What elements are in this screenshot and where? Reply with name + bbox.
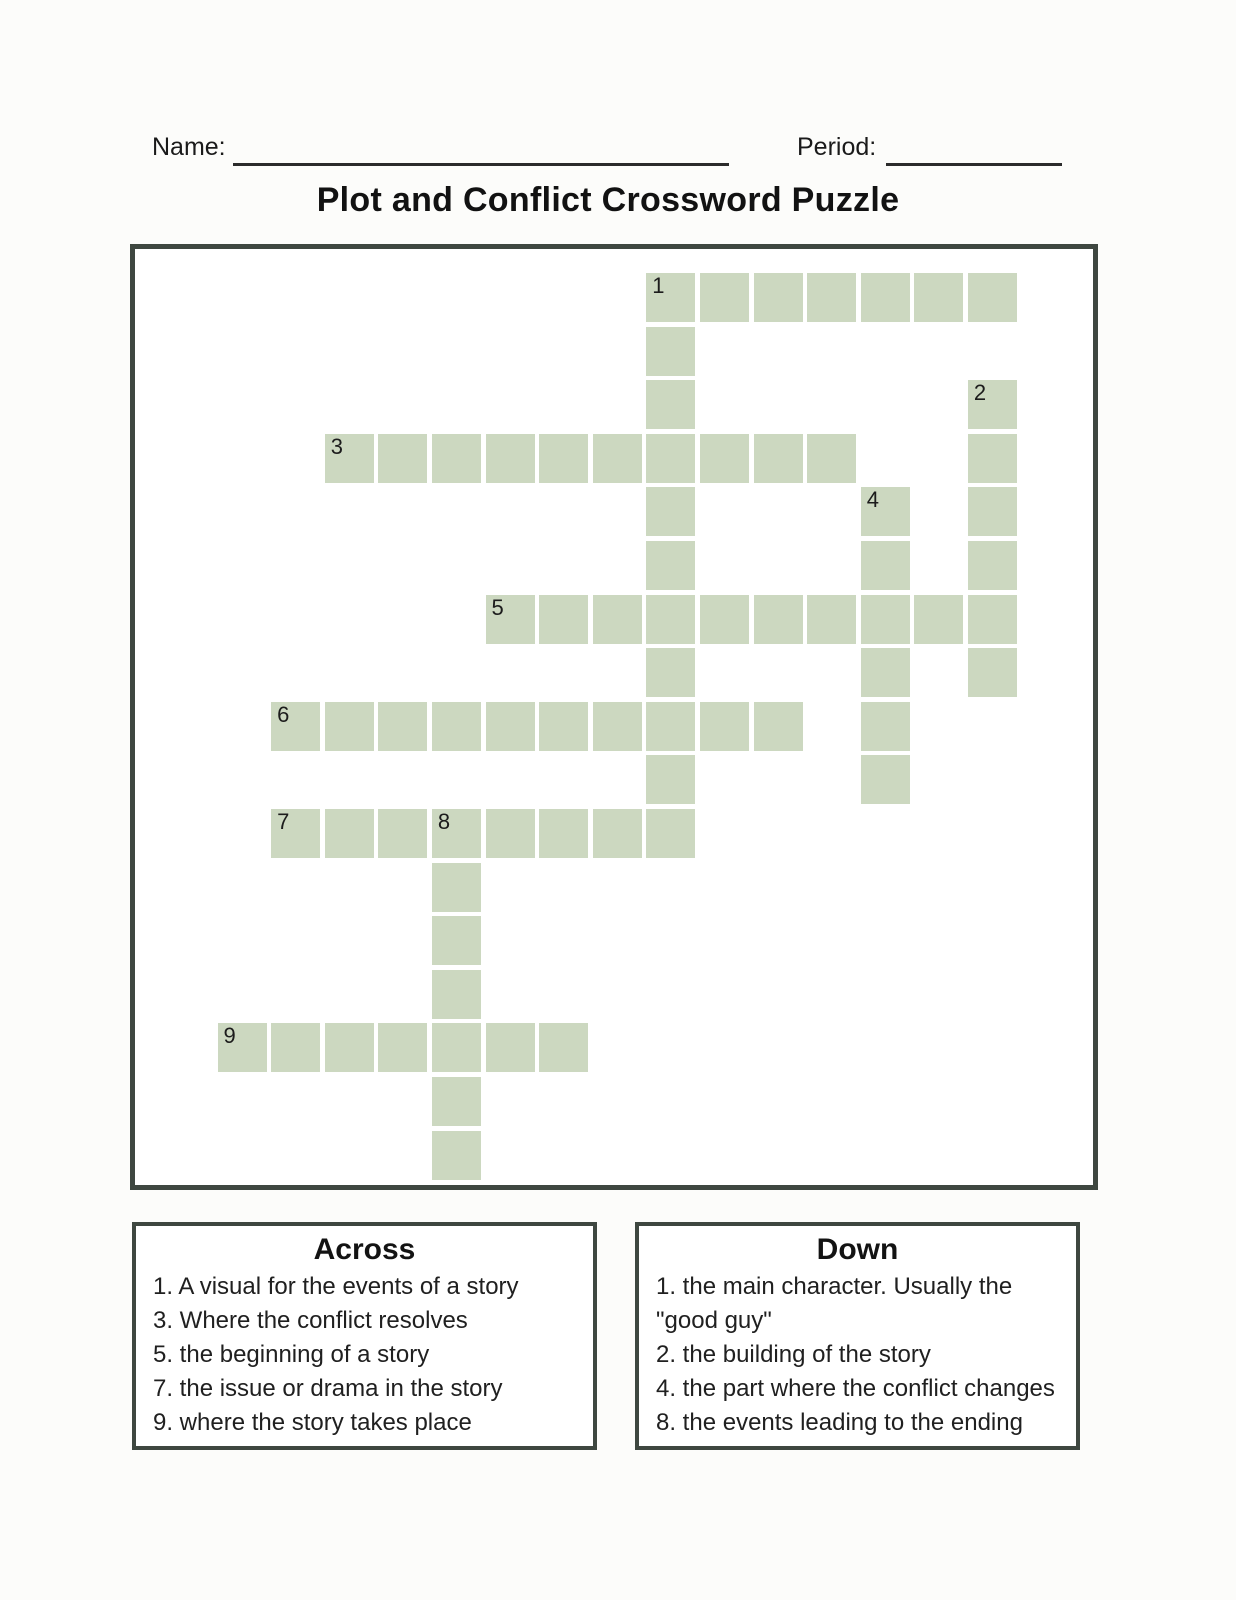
crossword-cell[interactable] [432,970,481,1019]
crossword-cell[interactable] [593,702,642,751]
down-clue-list [639,1270,1076,1440]
crossword-cell[interactable] [968,595,1017,644]
clue-text: 3. Where the conflict resolves [153,1307,468,1334]
crossword-cell[interactable] [486,595,535,644]
page-title: Plot and Conflict Crossword Puzzle [316,181,900,219]
crossword-cell[interactable] [807,434,856,483]
crossword-cell[interactable] [968,273,1017,322]
crossword-cell[interactable] [218,1023,267,1072]
period-label: Period: [797,133,877,161]
crossword-cell[interactable] [593,809,642,858]
clue-text: 9. where the story takes place [153,1409,472,1436]
crossword-cell[interactable] [754,434,803,483]
clue-text: 5. the beginning of a story [153,1341,430,1368]
clue-number: 7 [277,809,290,834]
crossword-cell[interactable] [968,541,1017,590]
crossword-cell[interactable] [593,434,642,483]
clue-text: 1. the main character. Usually the [656,1273,1013,1300]
crossword-cell[interactable] [539,434,588,483]
crossword-cell[interactable] [807,595,856,644]
down-clues-box [635,1222,1080,1450]
crossword-cell[interactable] [432,1023,481,1072]
crossword-cell[interactable] [432,702,481,751]
crossword-cell[interactable] [378,809,427,858]
crossword-cell[interactable] [539,809,588,858]
crossword-cell[interactable] [378,1023,427,1072]
crossword-cell[interactable] [432,434,481,483]
crossword-cell[interactable] [646,487,695,536]
name-label: Name: [152,133,226,161]
crossword-cell[interactable] [646,541,695,590]
clue-number: 4 [866,487,879,513]
across-clue-list [136,1270,593,1440]
crossword-cell[interactable] [486,809,535,858]
crossword-cell[interactable] [861,273,910,322]
crossword-cell[interactable] [700,273,749,322]
clue-number: 2 [973,380,987,406]
clue-text: 7. the issue or drama in the story [153,1375,503,1402]
crossword-cell[interactable] [861,755,910,804]
crossword-cell[interactable] [539,702,588,751]
crossword-cell[interactable] [861,702,910,751]
crossword-cell[interactable] [861,487,910,536]
crossword-cell[interactable] [539,595,588,644]
crossword-cell[interactable] [378,434,427,483]
crossword-cell[interactable] [486,1023,535,1072]
crossword-cell[interactable] [646,755,695,804]
crossword-cell[interactable] [754,702,803,751]
crossword-cell[interactable] [486,434,535,483]
clue-text: "good guy" [656,1307,772,1334]
crossword-cell[interactable] [378,702,427,751]
crossword-cell[interactable] [271,1023,320,1072]
crossword-cell[interactable] [700,595,749,644]
clue-number: 8 [437,809,451,834]
name-blank-line[interactable] [233,163,729,166]
crossword-cell[interactable] [646,702,695,751]
clue-number: 6 [277,701,290,727]
period-blank-line[interactable] [886,163,1062,166]
crossword-cell[interactable] [646,327,695,376]
crossword-cell[interactable] [325,702,374,751]
down-title: Down [816,1233,899,1266]
crossword-cell[interactable] [432,809,481,858]
crossword-cell[interactable] [914,595,963,644]
crossword-cell[interactable] [646,273,695,322]
crossword-cell[interactable] [325,1023,374,1072]
crossword-cell[interactable] [968,434,1017,483]
crossword-cell[interactable] [432,1131,481,1180]
clue-number: 1 [652,273,665,298]
crossword-cell[interactable] [325,434,374,483]
crossword-cell[interactable] [271,702,320,751]
crossword-cell[interactable] [486,702,535,751]
clue-text: 2. the building of the story [656,1341,931,1368]
crossword-cell[interactable] [539,1023,588,1072]
crossword-cell[interactable] [432,863,481,912]
clue-text: 1. A visual for the events of a story [153,1273,519,1300]
crossword-cell[interactable] [968,487,1017,536]
crossword-cell[interactable] [325,809,374,858]
crossword-cell[interactable] [646,595,695,644]
crossword-cell[interactable] [432,916,481,965]
crossword-cell[interactable] [861,541,910,590]
crossword-grid [130,244,1098,1190]
clue-text: 4. the part where the conflict changes [656,1375,1055,1402]
crossword-cell[interactable] [646,809,695,858]
across-clues-box [132,1222,597,1450]
clue-text: 8. the events leading to the ending [656,1409,1023,1436]
crossword-cell[interactable] [861,595,910,644]
crossword-cell[interactable] [646,648,695,697]
crossword-cell[interactable] [968,380,1017,429]
crossword-cell[interactable] [754,595,803,644]
crossword-cell[interactable] [700,434,749,483]
clue-number: 9 [223,1023,236,1049]
across-title: Across [313,1233,416,1266]
crossword-cell[interactable] [646,434,695,483]
crossword-cell[interactable] [593,595,642,644]
crossword-cell[interactable] [700,702,749,751]
clue-number: 3 [330,433,343,459]
clue-number: 5 [491,594,504,620]
crossword-cell[interactable] [271,809,320,858]
crossword-cell[interactable] [646,380,695,429]
crossword-cell[interactable] [754,273,803,322]
crossword-cell[interactable] [807,273,856,322]
crossword-cell[interactable] [968,648,1017,697]
crossword-cell[interactable] [861,648,910,697]
crossword-cell[interactable] [432,1077,481,1126]
crossword-cell[interactable] [914,273,963,322]
